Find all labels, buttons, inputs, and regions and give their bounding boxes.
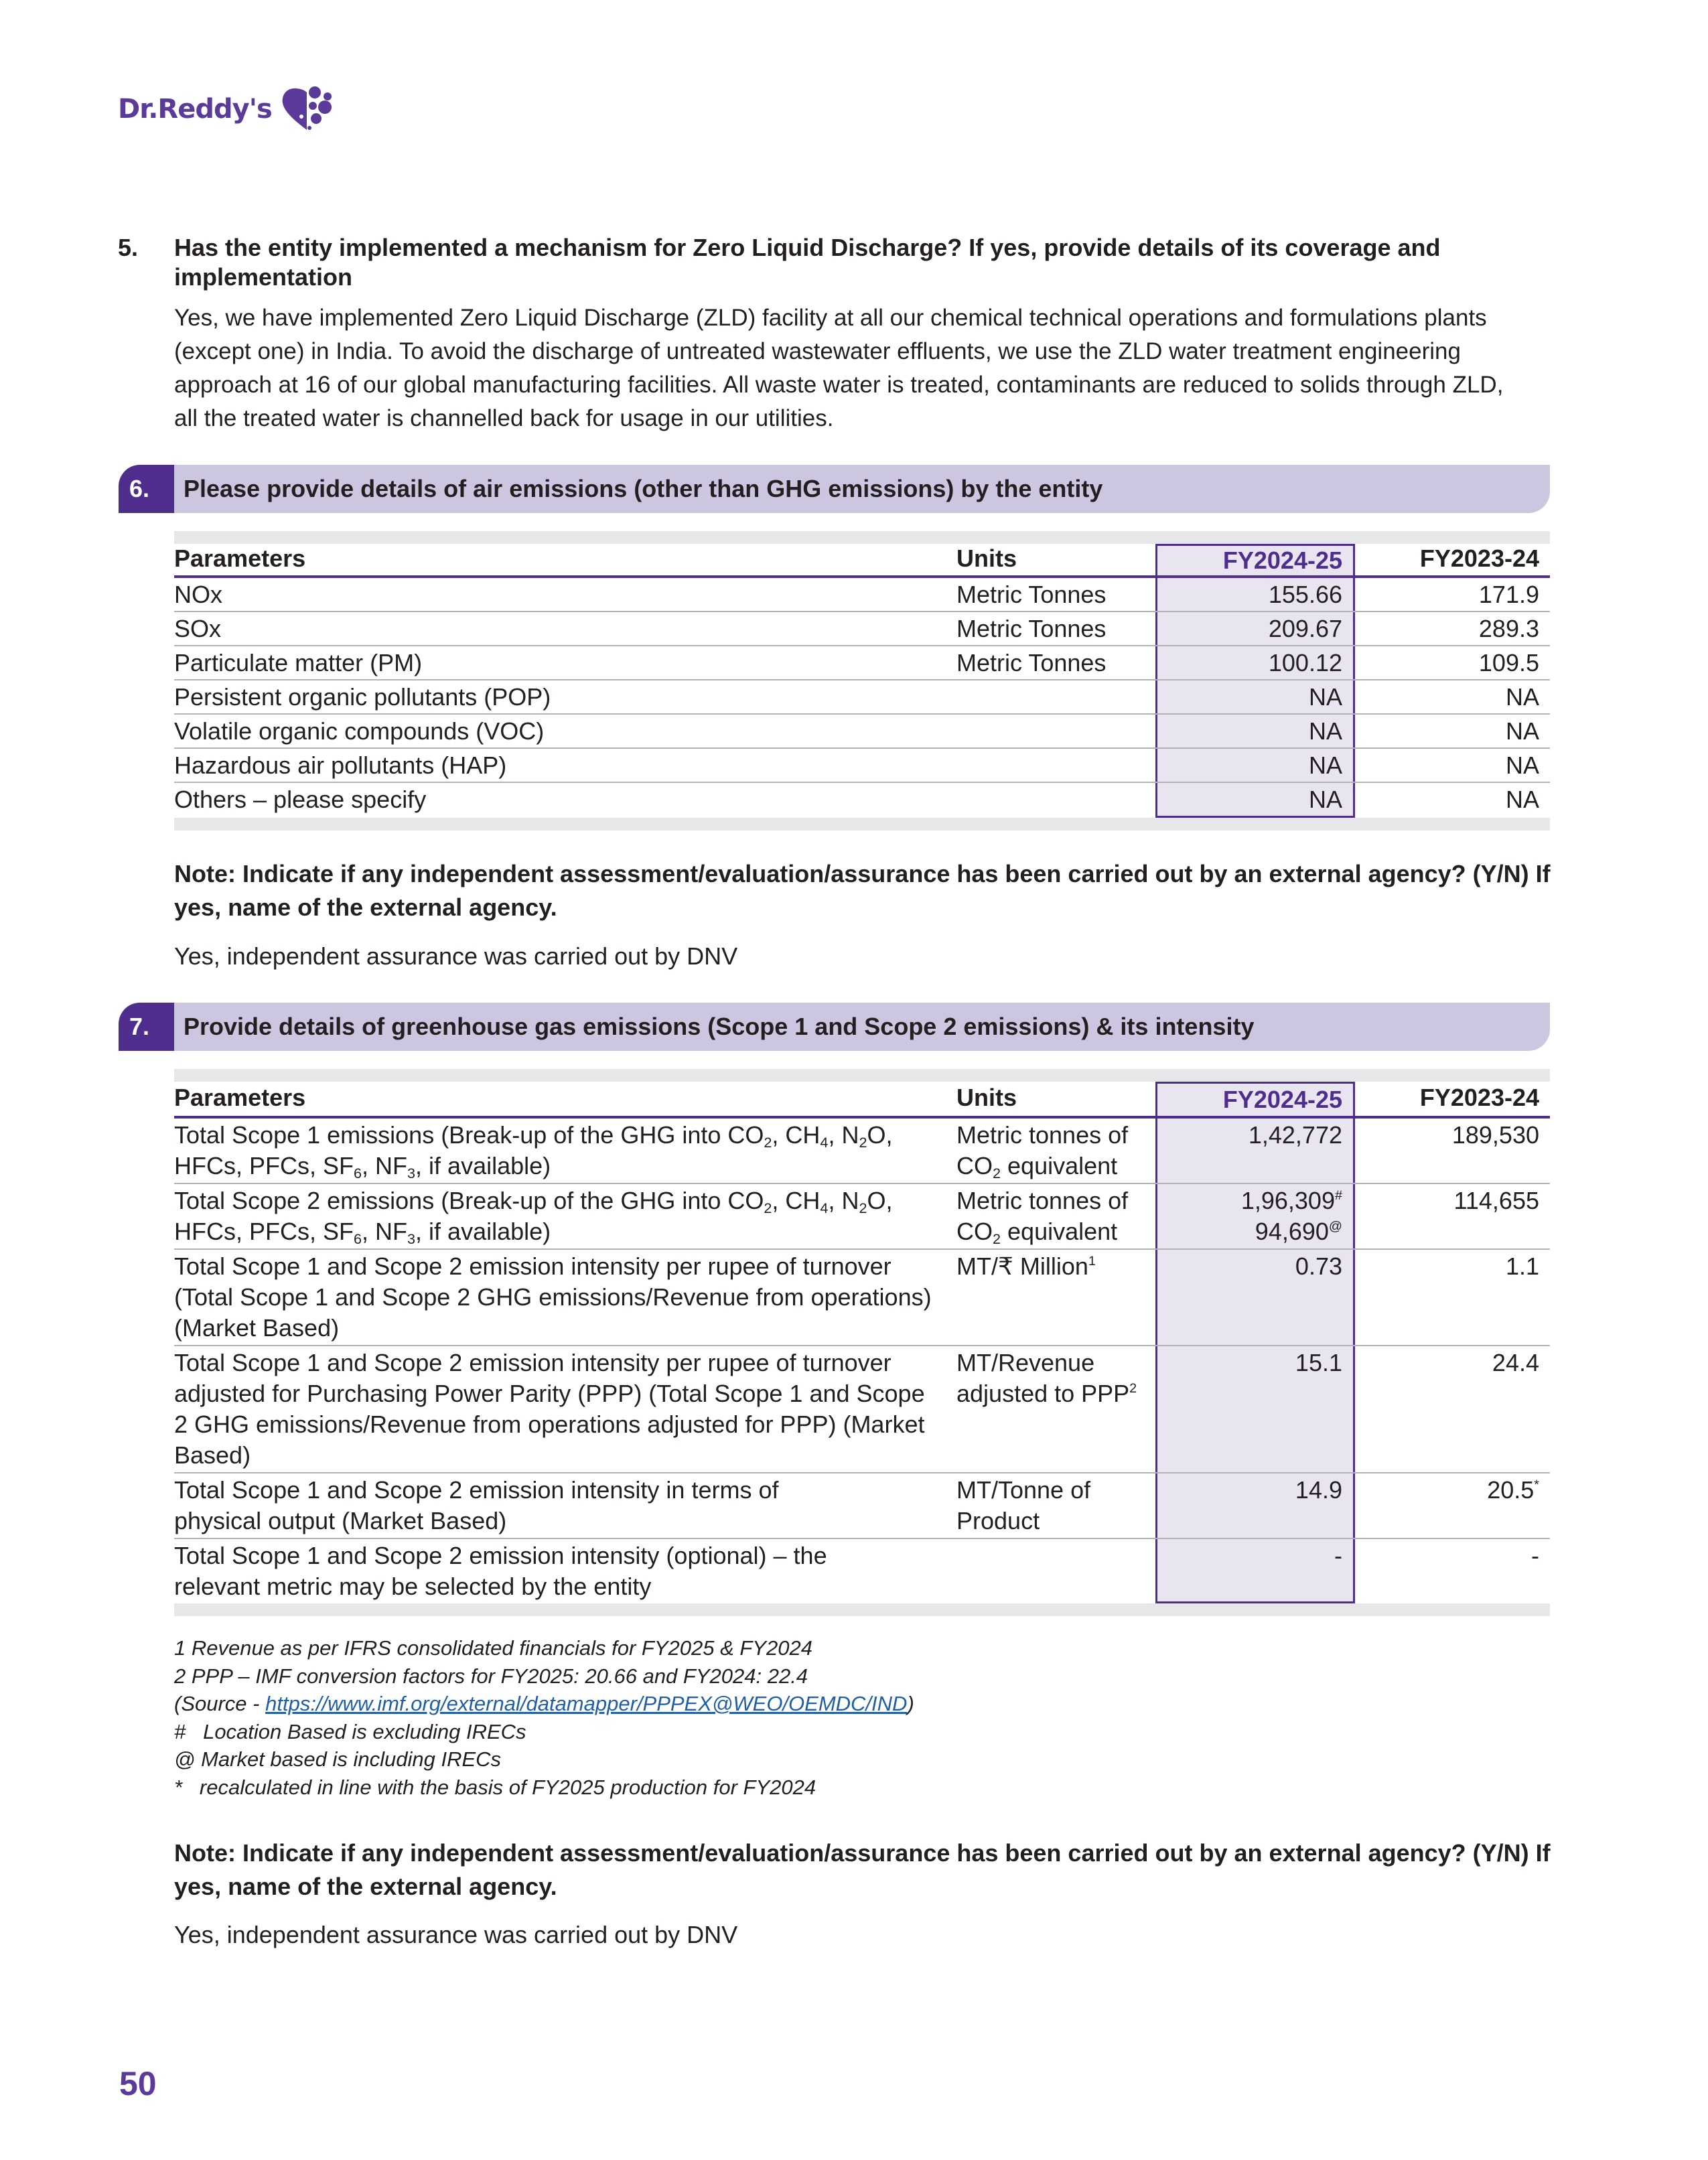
parameter-cell: NOx	[174, 581, 222, 608]
header-parameters: Parameters	[174, 545, 306, 572]
fy2023-24-cell: 109.5	[1478, 649, 1539, 676]
question-number: 5.	[118, 234, 139, 261]
fy2024-25-cell: NA	[1155, 715, 1355, 747]
units-cell	[956, 783, 1155, 818]
parameter-cell: Total Scope 1 and Scope 2 emission intensity per rupee of turnover adjusted for Purchasing Power Parity (PPP) (Total Scope 1 and Scope 2 GHG emissions/Revenue from operations adjusted for PPP) (Market Based)	[174, 1349, 925, 1469]
table-row	[174, 1250, 1550, 1346]
fy2023-24-cell: -	[1531, 1542, 1539, 1569]
assurance-answer: Yes, independent assurance was carried out by DNV	[174, 942, 738, 970]
units-cell	[956, 715, 1155, 747]
section-7-header	[119, 1003, 1550, 1051]
fy2023-24-cell: NA	[1505, 751, 1539, 779]
header-units: Units	[956, 1084, 1017, 1111]
fy2023-24-cell: 24.4	[1492, 1349, 1539, 1376]
fy2023-24-cell: NA	[1505, 717, 1539, 745]
parameter-cell: Persistent organic pollutants (POP)	[174, 683, 551, 711]
heart-molecule-logo-icon	[280, 86, 335, 133]
section-title: Please provide details of air emissions (other than GHG emissions) by the entity	[174, 465, 1550, 513]
units-cell: MT/Revenue adjusted to PPP$^2$	[956, 1349, 1137, 1407]
fy2023-24-cell: 289.3	[1478, 615, 1539, 642]
fy2024-25-cell: 1,96,309# 94,690@	[1155, 1184, 1355, 1248]
table-header-row	[174, 1082, 1550, 1119]
page-number: 50	[119, 2065, 157, 2102]
fy2023-24-cell: NA	[1505, 683, 1539, 711]
fy2024-25-cell: 155.66	[1155, 578, 1355, 611]
section-6-header	[119, 465, 1550, 513]
units-cell	[956, 680, 1155, 713]
parameter-cell: Total Scope 1 emissions (Break-up of the GHG into $CO_2$, $CH_4$, $N_2O$, HFCs, PFCs, $SF_6$, $NF_3$, if available)	[174, 1121, 893, 1181]
table-row	[174, 1119, 1550, 1184]
parameter-cell: Others – please specify	[174, 786, 427, 813]
fy2023-24-cell: NA	[1505, 786, 1539, 813]
air-emissions-table	[174, 531, 1550, 831]
fy2024-25-cell: 15.1	[1155, 1346, 1355, 1472]
table-row	[174, 715, 1550, 749]
fy2024-25-cell: 14.9	[1155, 1473, 1355, 1538]
parameter-cell: Total Scope 1 and Scope 2 emission intensity in terms of physical output (Market Based)	[174, 1476, 779, 1534]
table-top-band	[174, 1069, 1550, 1082]
fy2023-24-cell: 171.9	[1478, 581, 1539, 608]
question-title: Has the entity implemented a mechanism for Zero Liquid Discharge? If yes, provide details of its coverage and implementation	[174, 234, 1441, 291]
units-cell	[956, 1539, 1155, 1603]
table-row	[174, 1473, 1550, 1539]
parameter-cell: Volatile organic compounds (VOC)	[174, 717, 545, 745]
section-title: Provide details of greenhouse gas emissions (Scope 1 and Scope 2 emissions) & its intensity	[174, 1003, 1550, 1051]
units-cell: MT/₹ Million$^1$	[956, 1252, 1096, 1280]
units-cell: Metric Tonnes	[956, 581, 1107, 608]
fy2024-25-cell: -	[1155, 1539, 1355, 1603]
logo-wordmark: Dr.Reddy's	[118, 94, 272, 125]
parameter-cell: SOx	[174, 615, 222, 642]
table-row	[174, 783, 1550, 818]
fy2023-24-cell: 114,655	[1453, 1187, 1539, 1214]
table-bottom-band	[174, 818, 1550, 831]
fy2023-24-cell: 20.5*	[1487, 1476, 1539, 1504]
header-units: Units	[956, 545, 1017, 572]
parameter-cell: Total Scope 1 and Scope 2 emission intensity per rupee of turnover (Total Scope 1 and Scope 2 GHG emissions/Revenue from operations) (Market Based)	[174, 1252, 932, 1342]
parameter-cell: Hazardous air pollutants (HAP)	[174, 751, 507, 779]
footnote-hash: # Location Based is excluding IRECs	[174, 1719, 526, 1743]
footnote-1: 1 Revenue as per IFRS consolidated financials for FY2025 & FY2024	[174, 1636, 812, 1660]
question-answer: Yes, we have implemented Zero Liquid Discharge (ZLD) facility at all our chemical technical operations and formulations plants (except one) in India. To avoid the discharge of untreated wastewater effluents, we use the ZLD water treatment engineering approach at 16 of our global manufacturing facilities. All waste water is treated, contaminants are reduced to solids through ZLD, all the treated water is channelled back for usage in our utilities.	[174, 305, 1504, 431]
header-fy2024-25: FY2024-25	[1155, 544, 1355, 575]
fy2024-25-cell: 100.12	[1155, 646, 1355, 679]
footnote-at: @ Market based is including IRECs	[174, 1747, 502, 1771]
units-cell	[956, 749, 1155, 782]
parameter-cell: Particulate matter (PM)	[174, 649, 423, 676]
units-cell: Metric Tonnes	[956, 615, 1107, 642]
parameter-cell: Total Scope 1 and Scope 2 emission intensity (optional) – the relevant metric may be selected by the entity	[174, 1542, 827, 1600]
table-row	[174, 646, 1550, 680]
company-logo	[118, 86, 335, 133]
table-footnotes	[174, 1634, 914, 1801]
header-parameters: Parameters	[174, 1084, 306, 1111]
fy2024-25-cell: 209.67	[1155, 612, 1355, 645]
section-number: 7.	[119, 1003, 174, 1051]
table-row	[174, 578, 1550, 612]
header-fy2023-24: FY2023-24	[1419, 545, 1539, 572]
footnote-star: * recalculated in line with the basis of FY2025 production for FY2024	[174, 1775, 816, 1799]
fy2024-25-cell: NA	[1155, 749, 1355, 782]
table-header-row	[174, 544, 1550, 578]
fy2023-24-cell: 189,530	[1451, 1121, 1539, 1149]
location-based-marker: #	[1334, 1188, 1342, 1203]
table-row	[174, 612, 1550, 646]
question-5	[118, 233, 1551, 435]
footnote-2: 2 PPP – IMF conversion factors for FY2025: 20.66 and FY2024: 22.4	[174, 1664, 808, 1688]
fy2024-25-cell: NA	[1155, 783, 1355, 818]
table-row	[174, 680, 1550, 715]
parameter-cell: Total Scope 2 emissions (Break-up of the GHG into $CO_2$, $CH_4$, $N_2O$, HFCs, PFCs, $SF_6$, $NF_3$, if available)	[174, 1187, 893, 1247]
table-bottom-band	[174, 1603, 1550, 1616]
assurance-answer: Yes, independent assurance was carried out by DNV	[174, 1921, 738, 1948]
fy2024-25-cell: NA	[1155, 680, 1355, 713]
fy2023-24-cell: 1.1	[1505, 1252, 1539, 1280]
table-row	[174, 1346, 1550, 1473]
assurance-note: Note: Indicate if any independent assessment/evaluation/assurance has been carried out by an external agency? (Y/N) If yes, name of the external agency.	[174, 860, 1551, 921]
table-row	[174, 1184, 1550, 1250]
market-based-marker: @	[1328, 1219, 1342, 1234]
ghg-emissions-table	[174, 1069, 1550, 1616]
table-row	[174, 749, 1550, 783]
table-row	[174, 1539, 1550, 1603]
assurance-note: Note: Indicate if any independent assessment/evaluation/assurance has been carried out by an external agency? (Y/N) If yes, name of the external agency.	[174, 1839, 1551, 1900]
units-cell: Metric tonnes of $CO_2$ equivalent	[956, 1121, 1129, 1181]
section-number: 6.	[119, 465, 174, 513]
fy2024-25-cell: 1,42,772	[1155, 1119, 1355, 1183]
units-cell: MT/Tonne of Product	[956, 1476, 1091, 1534]
table-top-band	[174, 531, 1550, 544]
footnote-source: (Source - https://www.imf.org/external/datamapper/PPPEX@WEO/OEMDC/IND)	[174, 1692, 914, 1715]
units-cell: Metric tonnes of $CO_2$ equivalent	[956, 1187, 1129, 1247]
header-fy2024-25: FY2024-25	[1155, 1082, 1355, 1116]
imf-source-link[interactable]: https://www.imf.org/external/datamapper/PPPEX@WEO/OEMDC/IND	[265, 1692, 908, 1715]
fy2024-25-cell: 0.73	[1155, 1250, 1355, 1345]
header-fy2023-24: FY2023-24	[1419, 1084, 1539, 1111]
units-cell: Metric Tonnes	[956, 649, 1107, 676]
